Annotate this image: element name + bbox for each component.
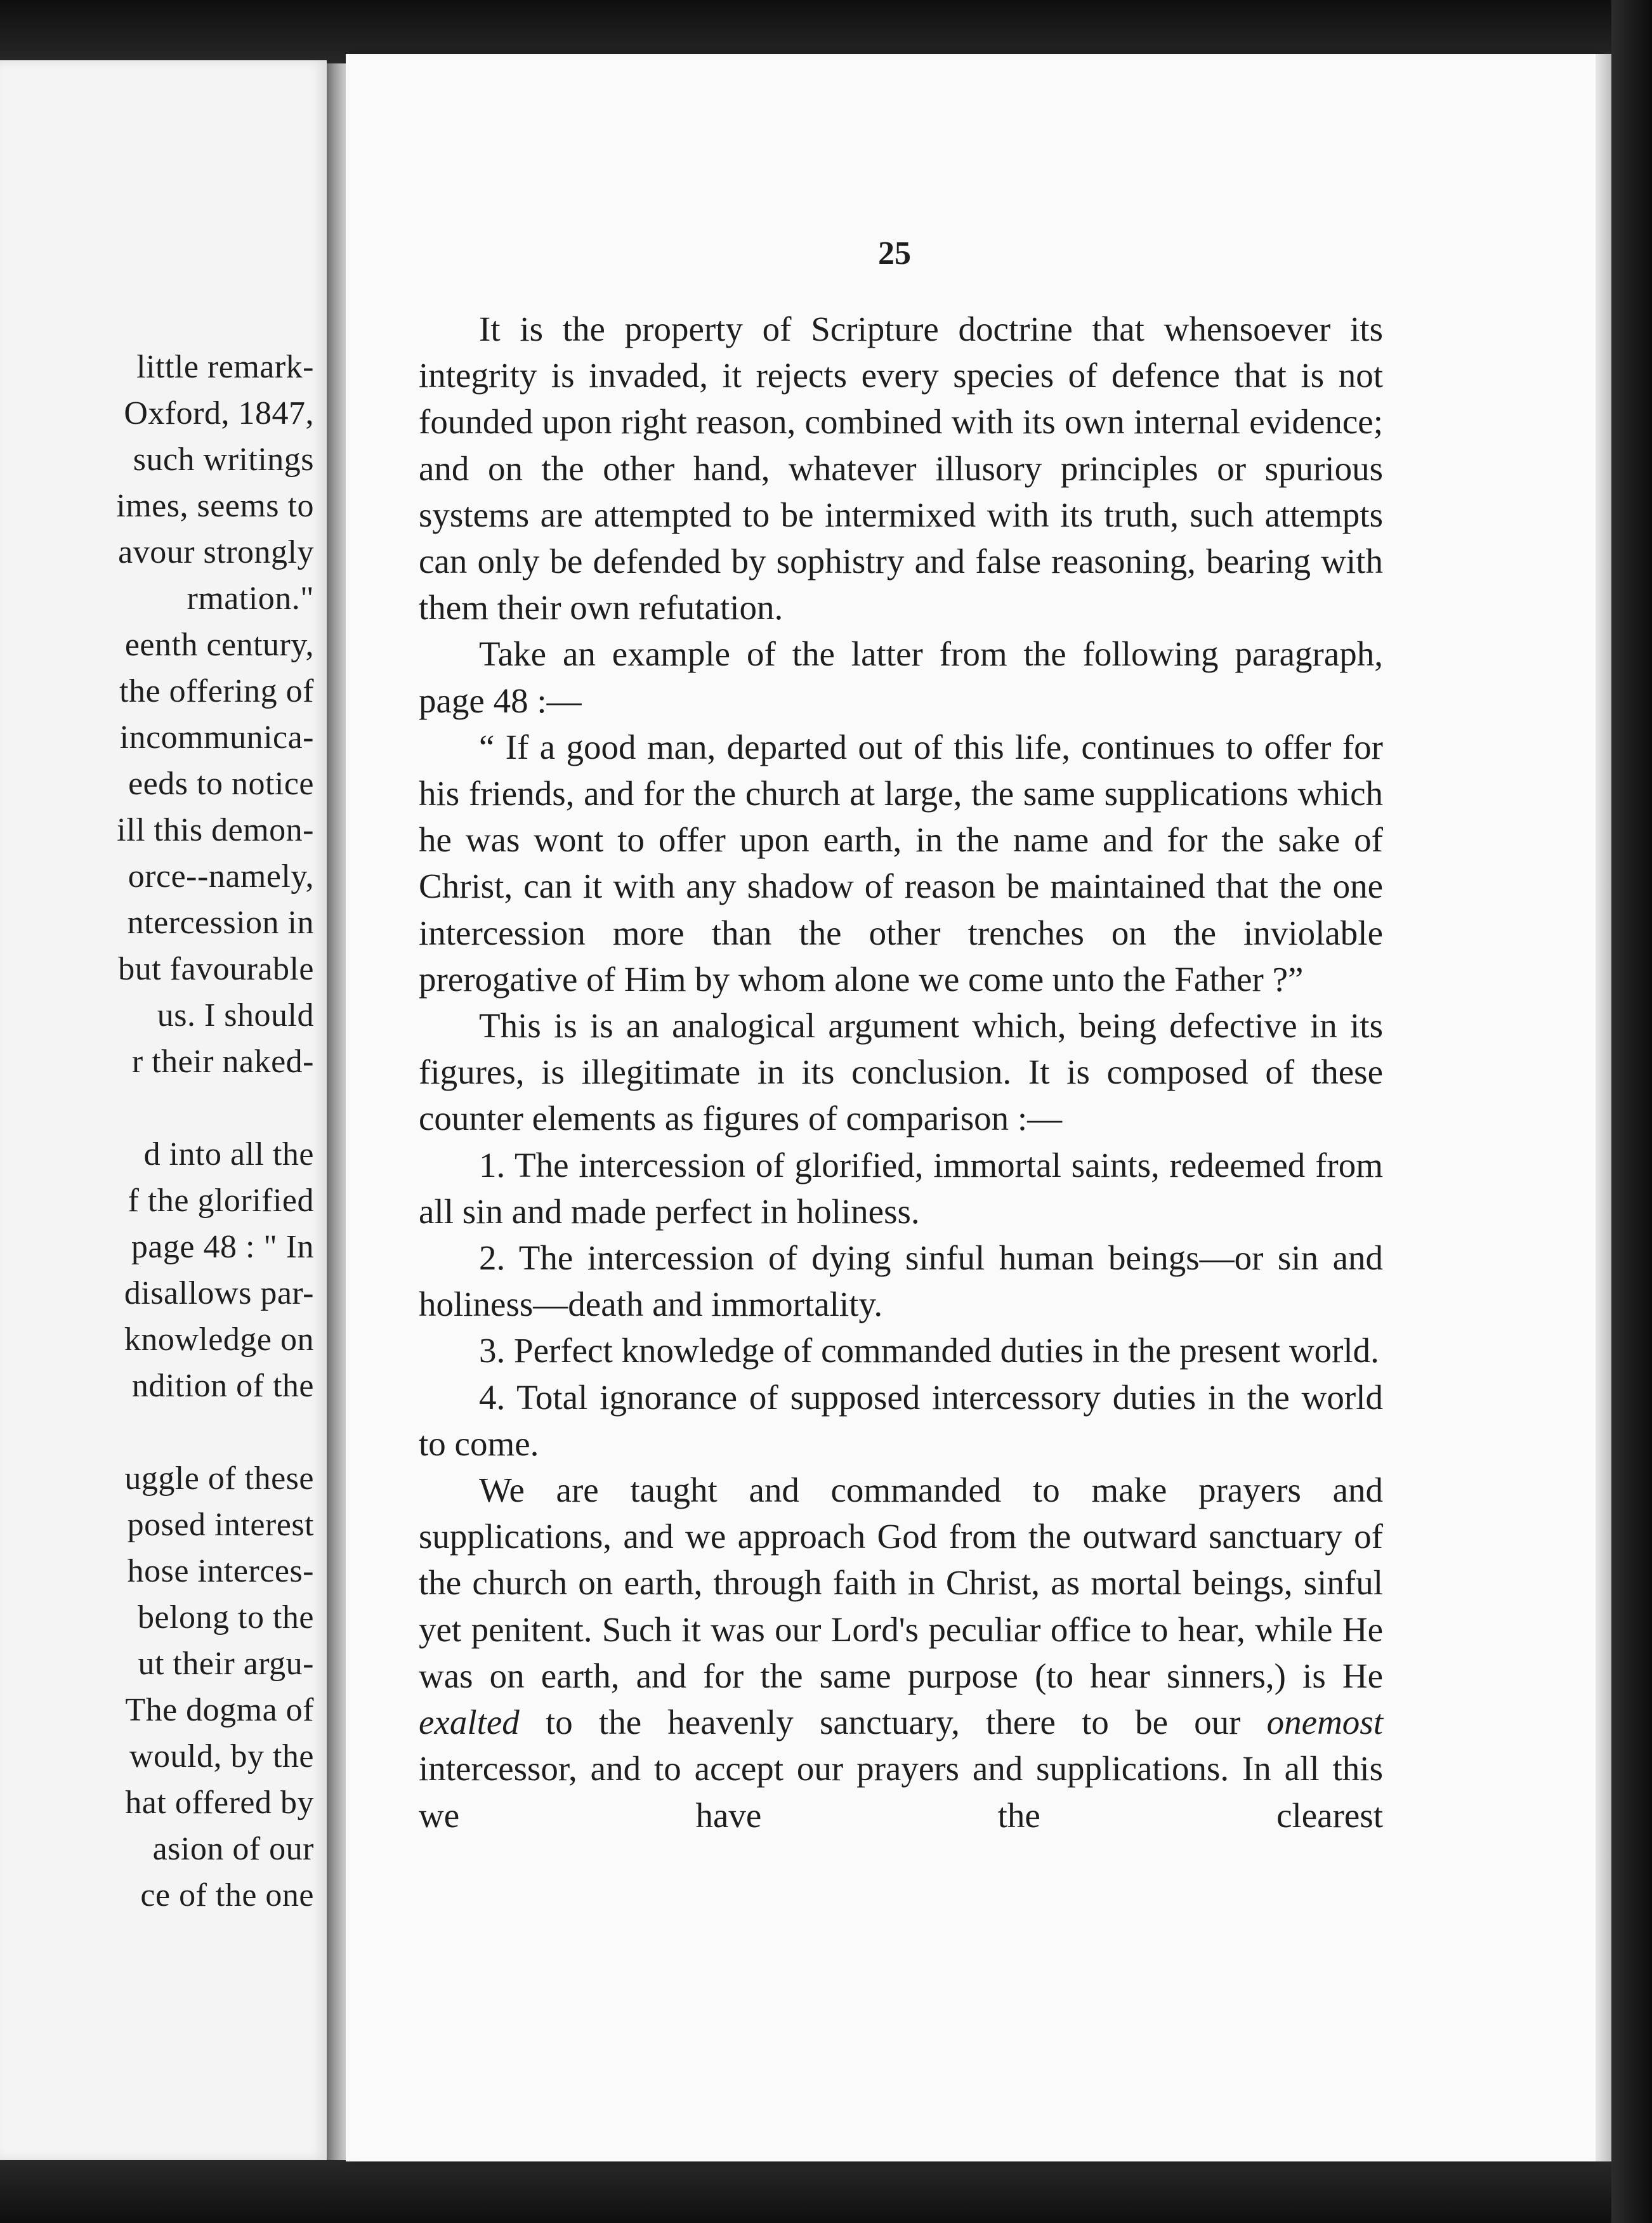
left-page-line: asion of our xyxy=(152,1831,314,1867)
book-gutter xyxy=(327,63,346,2160)
list-item-1: 1. The intercession of glorified, immortal saints, redeemed from all sin and made perfect in holiness. xyxy=(419,1145,1383,1231)
list-item-2: 2. The intercession of dying sinful human beings—or sin and holiness—death and immortality. xyxy=(419,1238,1383,1324)
left-page-line: The dogma of xyxy=(125,1692,314,1728)
left-page-line: ntercession in xyxy=(127,905,314,941)
left-page-line: incommunica- xyxy=(119,719,314,756)
paragraph-3-quote: “ If a good man, departed out of this life, continues to offer for his friends, and for the church at large, the same supplications which he was wont to offer upon earth, in the name and for the sake of Christ, can it with any shadow of reason be maintained that the one intercession more than the other trenches on the inviolable prerogative of Him by whom alone we come unto the Father ?” xyxy=(419,727,1383,999)
paragraph-5-part-c: intercessor, and to accept our prayers and supplications. In all this we have the clearest xyxy=(419,1749,1383,1835)
left-page-line: little remark- xyxy=(136,349,314,385)
page-edge xyxy=(1596,54,1611,2161)
left-page-line: belong to the xyxy=(137,1599,314,1636)
left-page-line: ut their argu- xyxy=(138,1646,314,1682)
paragraph-5-part-a: We are taught and commanded to make prayers and supplications, and we approach God from the outward sanctuary of the church on earth, through faith in Christ, as mortal beings, sinful yet penitent. Such it was our Lord's peculiar office to hear, while He was on earth, and for the same purpose (to hear sinners,) is He xyxy=(419,1471,1383,1695)
list-item-4: 4. Total ignorance of supposed intercessory duties in the world to come. xyxy=(419,1377,1383,1463)
left-page-line: but favourable xyxy=(118,951,314,987)
left-page-line: ce of the one xyxy=(140,1877,314,1913)
left-page-line: d into all the xyxy=(143,1136,314,1172)
left-page-line: such writings xyxy=(133,442,314,478)
left-page-line: uggle of these xyxy=(124,1460,314,1497)
emphasis-exalted: exalted xyxy=(419,1703,520,1742)
paragraph-5 xyxy=(419,1467,1383,1839)
paragraph-2: Take an example of the latter from the following paragraph, page 48 :— xyxy=(419,634,1383,720)
left-page-line: posed interest xyxy=(127,1507,314,1543)
scan-background-bottom xyxy=(0,2157,1652,2223)
left-page-line: Oxford, 1847, xyxy=(124,395,314,431)
left-page-line: orce--namely, xyxy=(128,858,314,895)
left-page-line: page 48 : " In xyxy=(131,1229,314,1265)
left-page-line: disallows par- xyxy=(124,1275,314,1311)
list-item-3: 3. Perfect knowledge of commanded duties in the present world. xyxy=(479,1331,1379,1370)
left-page-line: the offering of xyxy=(119,673,314,709)
left-page-line: would, by the xyxy=(129,1738,314,1774)
left-page-line: hat offered by xyxy=(125,1785,314,1821)
left-page xyxy=(0,60,327,2160)
left-page-line: hose interces- xyxy=(127,1553,314,1589)
left-page-line: avour strongly xyxy=(118,534,314,570)
left-page-line: rmation." xyxy=(187,580,314,617)
left-page-line: knowledge on xyxy=(124,1321,314,1358)
left-page-line: eeds to notice xyxy=(128,766,314,802)
left-page-line: ndition of the xyxy=(131,1368,314,1404)
left-page-line: r their naked- xyxy=(131,1044,314,1080)
left-page-line: imes, seems to xyxy=(116,488,314,524)
left-page-line: eenth century, xyxy=(124,627,314,663)
left-page-line: us. I should xyxy=(157,997,314,1033)
paragraph-4: This is is an analogical argument which, being defective in its figures, is illegitimate in its conclusion. It is composed of these counter elements as figures of comparison :— xyxy=(419,1006,1383,1138)
paragraph-5-part-b: to the heavenly sanctuary, there to be our xyxy=(545,1703,1241,1742)
left-page-line: ill this demon- xyxy=(117,812,314,848)
page-body xyxy=(419,306,1383,1839)
emphasis-onemost: onemost xyxy=(1266,1703,1383,1742)
page-number: 25 xyxy=(878,235,911,272)
paragraph-1: It is the property of Scripture doctrine that whensoever its integrity is invaded, it rejects every species of defence that is not founded upon right reason, combined with its own internal evidence; and on the other hand, whatever illusory principles or spurious systems are attempted to be intermixed with its truth, such attempts can only be defended by sophistry and false reasoning, bearing with them their own refutation. xyxy=(419,310,1383,627)
scan-background-right xyxy=(1611,0,1652,2223)
left-page-line: f the glorified xyxy=(128,1183,314,1219)
